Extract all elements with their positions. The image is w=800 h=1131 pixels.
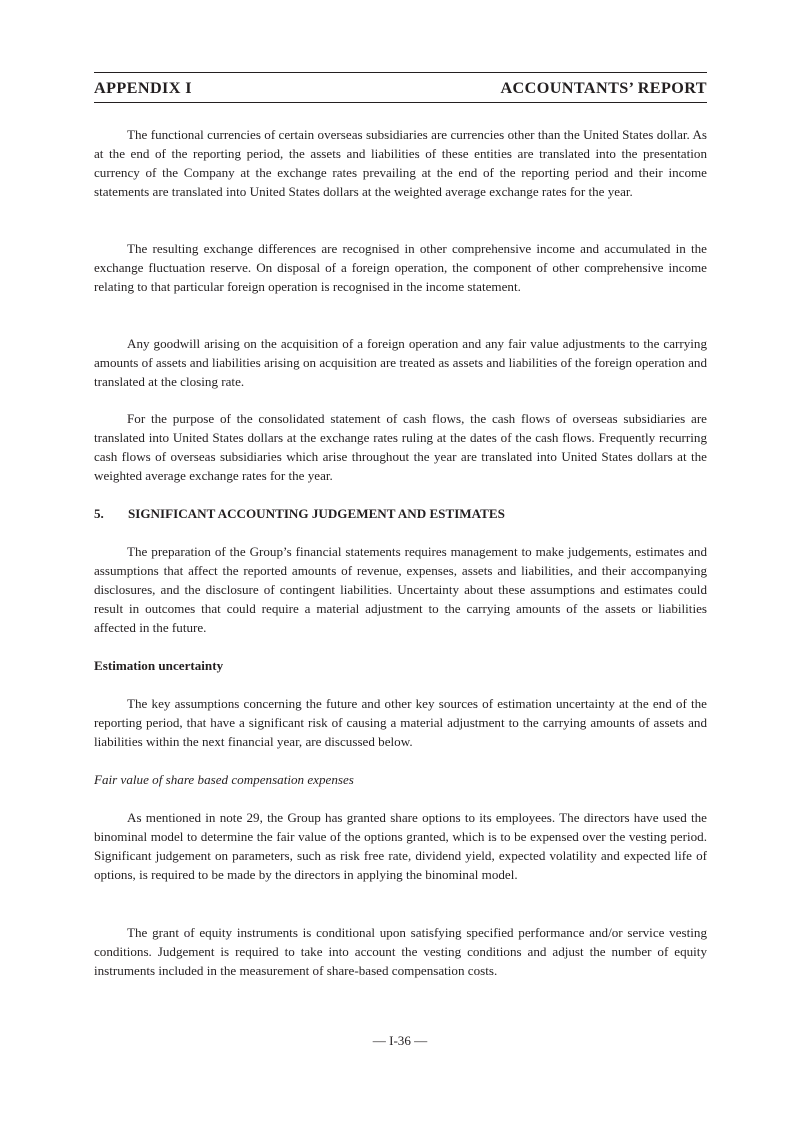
fair-value-heading: Fair value of share based compensation expenses xyxy=(94,772,354,787)
section-heading xyxy=(94,504,505,523)
report-title: ACCOUNTANTS’ REPORT xyxy=(500,79,707,97)
paragraph-preparation: The preparation of the Group’s financial statements requires management to make judgements, estimates and assumptions that affect the reported amounts of revenue, expenses, assets and liabilities, and their accompanying disclosures, and the disclosure of contingent liabilities. Uncertainty about these assumptions and estimates could result in outcomes that could require a material adjustment to the carrying amounts of the assets or liabilities affected in the future. xyxy=(94,544,707,635)
paragraph-equity-instruments: The grant of equity instruments is conditional upon satisfying specified performance and/or service vesting conditions. Judgement is required to take into account the vesting conditions and adjust the number of equity instruments included in the measurement of share-based compensation costs. xyxy=(94,925,707,978)
paragraph-share-options: As mentioned in note 29, the Group has granted share options to its employees. The directors have used the binominal model to determine the fair value of the options granted, which is to be expensed over the vesting period. Significant judgement on parameters, such as risk free rate, dividend yield, expected volatility and expected life of options, is required to be made by the directors in applying the binominal model. xyxy=(94,810,707,882)
paragraph-functional-currencies: The functional currencies of certain overseas subsidiaries are currencies other than the United States dollar. As at the end of the reporting period, the assets and liabilities of these entities are translated into the presentation currency of the Company at the exchange rates prevailing at the end of the reporting period and their income statements are translated into United States dollars at the weighted average exchange rates for the year. xyxy=(94,127,707,199)
paragraph-cash-flows: For the purpose of the consolidated statement of cash flows, the cash flows of overseas subsidiaries are translated into United States dollars at the exchange rates ruling at the dates of the cash flows. Frequently recurring cash flows of overseas subsidiaries which arise throughout the year are translated into United States dollars at the weighted average exchange rates for the year. xyxy=(94,411,707,483)
estimation-uncertainty-heading: Estimation uncertainty xyxy=(94,658,224,673)
paragraph-exchange-differences: The resulting exchange differences are recognised in other comprehensive income and accumulated in the exchange fluctuation reserve. On disposal of a foreign operation, the component of other comprehensive income relating to that particular foreign operation is recognised in the income statement. xyxy=(94,241,707,294)
section-number: 5. xyxy=(94,506,104,521)
page-header xyxy=(94,72,707,103)
appendix-label: APPENDIX I xyxy=(94,79,192,97)
section-title: SIGNIFICANT ACCOUNTING JUDGEMENT AND ESTIMATES xyxy=(128,506,505,521)
paragraph-goodwill: Any goodwill arising on the acquisition of a foreign operation and any fair value adjustments to the carrying amounts of assets and liabilities arising on acquisition are treated as assets and liabilities of the foreign operation and translated at the closing rate. xyxy=(94,336,707,389)
paragraph-key-assumptions: The key assumptions concerning the future and other key sources of estimation uncertainty at the end of the reporting period, that have a significant risk of causing a material adjustment to the carrying amounts of assets and liabilities within the next financial year, are discussed below. xyxy=(94,696,707,749)
page-number: — I-36 — xyxy=(372,1033,428,1048)
